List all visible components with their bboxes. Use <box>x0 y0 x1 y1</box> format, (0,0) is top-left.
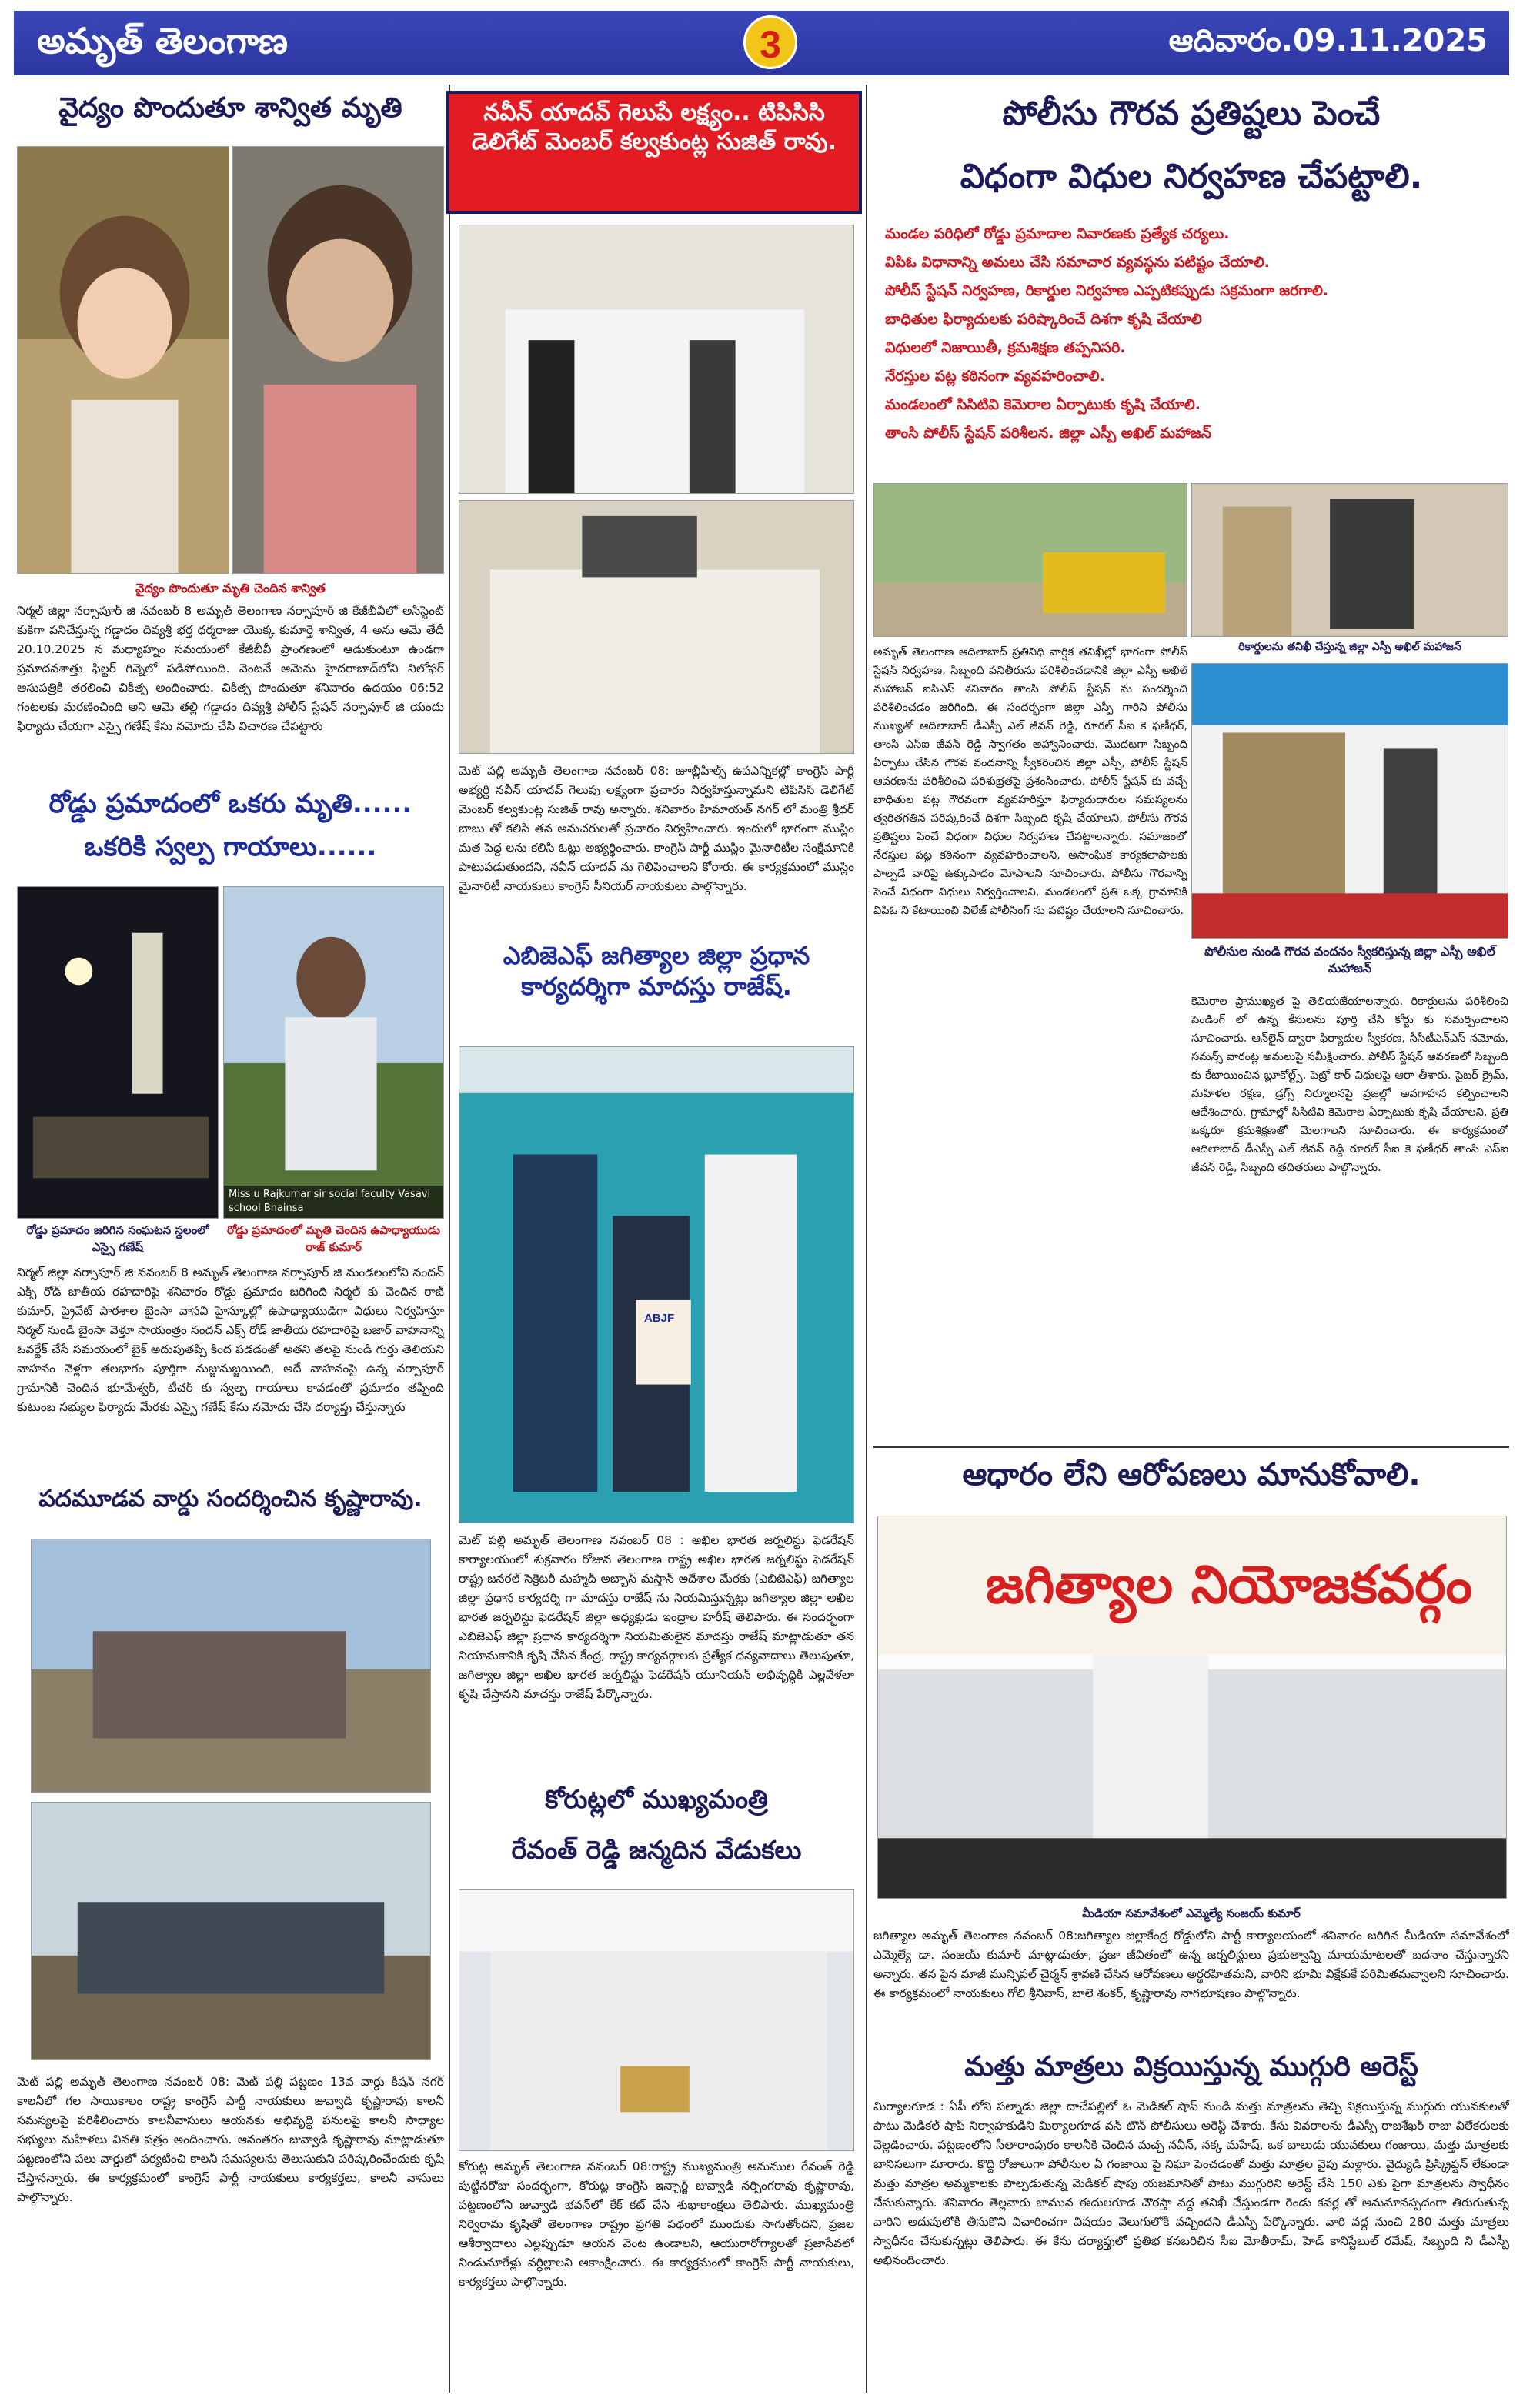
story1-body: నిర్మల్ జిల్లా నర్సాపూర్ జి నవంబర్ 8 అమృత్ తెలంగాణ నర్సాపూర్ జి కేజీబీవీలో అసిస్టెంట్ కుకిగా పనిచేస్తున్న గడ్డాదం దివ్యశ్రీ భర్త ధర్మరాజు యొక్క కుమార్తె శాన్విత, 4 అను ఆమె తేదీ 20.10.2025 న మధ్యాహ్నం సమయంలో కేజీబీవీ ప్రాంగణంలో ఆడుకుంటూ ఉండగా ప్రమాదవశాత్తు ఫిల్టర్ గిన్నెలో పడిపోయింది. వెంటనే ఆమెను హైదరాబాద్‌లోని నిలోఫర్ ఆసుపత్రికి తరలించి చికిత్స అందించారు. చికిత్స పొందుతూ శనివారం ఉదయం 06:52 గంటలకు మరణించింది అని ఆమె తల్లి గడ్డాదం దివ్యశ్రీ పోలీస్ స్టేషన్ నర్సాపూర్ జి యందు ఫిర్యాదు చేయగా ఎస్సై గణేష్ కేసు నమోదు చేసి విచారణ చేపట్టారు <box>17 604 444 733</box>
story2-headline-line1: రోడ్డు ప్రమాదంలో ఒకరు మృతి...... <box>48 789 412 819</box>
story7-highlight: బాధితుల ఫిర్యాదులకు పరిష్కారించే దిశగా కృషి చేయాలి <box>885 311 1202 328</box>
story8-caption: మీడియా సమావేశంలో ఎమ్మెల్యే సంజయ్ కుమార్ <box>1082 1906 1301 1920</box>
page-number: 3 <box>743 15 797 69</box>
story7-highlight: విధులలో నిజాయితీ, క్రమశిక్షణ తప్పనిసరి. <box>885 339 1126 356</box>
paper-name: అమృత్ తెలంగాణ <box>37 20 288 62</box>
story1-headline: వైద్యం పొందుతూ శాన్విత మృతి <box>58 92 402 124</box>
story3-body: మెట్ పల్లి అమృత్ తెలంగాణ నవంబర్ 08: మెట్ పల్లి పట్టణం 13వ వార్డు కిషన్ నగర్ కాలనీలో గల సాయికాలం రాష్ట్ర కాంగ్రెస్ పార్టీ నాయకులు జువ్వాడి కృష్ణారావు కాలనీ సమస్యలపై పరిశీలించారు కాలనీవాసులు ఆయనకు అభివృద్ధి పనులపై కాలనీ సాధ్యాల సభ్యులు మహిళలు వినతి పత్రం అందించారు. ఆనంతరం జువ్వాడి కృష్ణారావు మాట్లాడుతూ పట్టణంలోని పలు వార్డులో పర్యటించి కాలనీ సమస్యలను తెలుసుకుని పరిష్కరించేందుకు కృషి చేస్తానన్నారు. ఈ కార్యక్రమంలో కాంగ్రెస్ పార్టీ నాయకులు కార్యకర్తలు, కాలనీ వాసులు పాల్గొన్నారు. <box>17 2075 444 2204</box>
story8-backdrop-text: జగిత్యాల నియోజకవర్గం <box>986 1555 1473 1616</box>
story3-photo-visit <box>31 1539 431 1793</box>
story7-body-left: అమృత్ తెలంగాణ ఆదిలాబాద్ ప్రతినిధి వార్షిక తనిఖీల్లో భాగంగా పోలీస్ స్టేషన్ నిర్వహణ, సిబ్బంది పనితీరును పరిశీలించడానికి జిల్లా ఎస్పీ అఖిల్ మహాజన్ ఐపిఎస్ శనివారం తాంసి పోలీస్ స్టేషన్ ను సందర్శించి పరిశీలించడం జరిగింది. ఈ సందర్భంగా జిల్లా ఎస్పీ గారిని పోలీసు ముఖ్యతో ఆదిలాబాద్ డీఎస్పీ ఎల్ జీవన్ రెడ్డి, రూరల్ సీఐ కె ఫణీధర్, తాంసి ఎస్ఐ జీవన్ రెడ్డి స్వాగతం అహ్వానించారు. మొదటగా సిబ్బంది ఏర్పాటు చేసిన గౌరవ వందనాన్ని స్వీకరించిన జిల్లా ఎస్పీ, పోలీస్ స్టేషన్ ఆవరణను పరిశీలించి పరిశుభ్రతపై ప్రశంసించారు. పోలీస్ స్టేషన్ కు వచ్చే బాధితుల పట్ల గౌరవంగా వ్యవహరిస్తూ ఫిర్యాదుదారుల సమస్యలను త్వరితగతిన పరిష్కరించే దిశగా సిబ్బంది కృషి చేయాలని, పోలీసు గౌరవ ప్రతిష్టలు పెంచే విధంగా విధుల నిర్వహణ చేపట్టాలన్నారు. సమాజంలో నేరస్తుల పట్ల కఠినంగా వ్యవహరించాలని, అసాంఘిక కార్యకలాపాలకు పాల్పడే వారిపై ఉక్కుపాదం మోపాలని సూచించారు. పోలీసు గౌరవాన్ని పెంచే విధంగా విధులు నిర్వర్తించాలని, మండలంలో ప్రతి ఒక్క గ్రామానికి విపిఓ ని కేటాయించి విలేజ్ పోలీసింగ్ ను పటిష్టం చేయాలని సూచించారు. <box>873 646 1187 917</box>
story7-highlight: మండలంలో సిసిటివి కెమెరాల ఏర్పాటుకు కృషి చేయాలి. <box>885 396 1201 413</box>
story2-photo-overlay: Miss u Rajkumar sir social faculty Vasavi school Bhainsa <box>224 1186 443 1218</box>
story8-body: జగిత్యాల అమృత్ తెలంగాణ నవంబర్ 08:జగిత్యాల జిల్లాకేంద్ర రోడ్డులోని పార్టీ కార్యాలయంలో శనివారం జరిగిన మీడియా సమావేశంలో ఎమ్మెల్యే డా. సంజయ్ కుమార్ మాట్లాడుతూ, ప్రజా జీవితంలో ఉన్న జర్నలిస్టులు ప్రభుత్వాన్ని మాయమాటలతో బదనాం చేస్తున్నారని అన్నారు. తన పైన మాజీ మున్సిపల్ చైర్మన్ శ్రావణి చేసిన ఆరోపణలు అర్థరహితమని, వారిని భూమి విక్షేకుకే పరిమితమవ్వాలని సూచించారు. ఈ కార్యక్రమంలో నాయకులు గోలి శ్రీనివాస్, బాలె శంకర్, కృష్ణారావు నాగభూషణం పాల్గొన్నారు. <box>873 1929 1509 2000</box>
story7-photo-records <box>1191 483 1508 637</box>
column-rule <box>449 85 450 2393</box>
story5-body: మెట్ పల్లి అమృత్ తెలంగాణ నవంబర్ 08 : అఖిల భారత జర్నలిస్టు ఫెడరేషన్ కార్యాలయంలో శుక్రవారం రోజున తెలంగాణ రాష్ట్ర అఖిల భారత జర్నలిస్టు ఫెడరేషన్ రాష్ట్ర జనరల్ సెక్రెటరీ మహ్మద్ అబ్బాస్ మస్తాన్ అదేశాల మేరకు (ఎబిజెఎఫ్) జగిత్యాల జిల్లా ప్రధాన కార్యదర్శి గా మాదస్తు రాజేష్ ను నియమిస్తున్నట్లు జగిత్యాల జిల్లా అఖిల భారత జర్నలిస్టు ఫెడరేషన్ జిల్లా అధ్యక్షుడు ఇంద్రాల హరీష్ తెలిపారు. ఈ సందర్భంగా ఎబిజెఎఫ్ జిల్లా ప్రధాన కార్యదర్శిగా నియమితులైన మాదస్తు రాజేష్ మాట్లాడుతూ తన నియామకానికి కృషి చేసిన కేంద్ర, రాష్ట్ర కార్యవర్గాలకు ప్రత్యేక ధన్యవాదాలు తెలుపుతూ, జగిత్యాల జిల్లా అఖిల భారత జర్నలిస్టు ఫెడరేషన్ యూనియన్ అభివృద్ధికి ఎల్లవేళలా కృషి చేస్తానని మాదస్తు రాజేష్ పేర్కొన్నారు. <box>459 1533 854 1701</box>
story7-body-right: కెమెరాల ప్రాముఖ్యత పై తెలియజేయాలన్నారు. రికార్డులను పరిశీలించి పెండింగ్ లో ఉన్న కేసులను పూర్తి చేసి కోర్టు కు సమర్పించాలని సూచించారు. ఆన్‌లైన్ ద్వారా ఫిర్యాదుల స్వీకరణ, సీసీటీఎన్ఎస్ నమోదు, సమన్స్ వారంట్ల అమలుపై సమీక్షించారు. పోలీస్ స్టేషన్ ఆవరణలో సిబ్బంది కు కేటాయించిన బ్లూకోల్ట్స్, పెట్రో కార్ విధులపై ఆరా తీశారు. సైబర్ క్రైమ్, మహిళల రక్షణ, డ్రగ్స్ నిర్మూలనపై ప్రజల్లో అవగాహన కల్పించాలని ఆదేశించారు. గ్రామాల్లో సిసిటివి కెమెరాల ఏర్పాటుకు కృషి చేయాలని, ప్రతి ఒక్కరూ క్రమశిక్షణతో మెలగాలని సూచించారు. ఈ కార్యక్రమంలో ఆదిలాబాద్ డీఎస్పీ ఎల్ జీవన్ రెడ్డి రూరల్ సీఐ కె ఫణీధర్ తాంసి ఎస్ఐ జీవన్ రెడ్డి, సిబ్బంది తదితరులు పాల్గొన్నారు. <box>1191 996 1508 1174</box>
story7-photo-station <box>873 483 1187 637</box>
story1-photo-burns <box>232 146 444 574</box>
story8-headline: ఆధారం లేని ఆరోపణలు మానుకోవాలి. <box>962 1457 1421 1492</box>
story1-photo-child <box>17 146 229 574</box>
story2-headline-line2: ఒకరికి స్వల్ప గాయాలు...... <box>84 832 377 862</box>
story3-photo-residents <box>31 1802 431 2060</box>
story4-photo-gathering <box>459 500 854 754</box>
story7-highlight: పోలీస్ స్టేషన్ నిర్వహణ, రికార్డుల నిర్వహణ ఎప్పటికప్పుడు సక్రమంగా జరగాలి. <box>885 282 1329 299</box>
story7-headline-line2: విధంగా విధుల నిర్వహణ చేపట్టాలి. <box>960 157 1423 196</box>
story7-headline-line1: పోలీసు గౌరవ ప్రతిష్టలు పెంచే <box>1002 94 1381 133</box>
story1-caption: వైద్యం పొందుతూ మృతి చెందిన శాన్విత <box>135 581 326 595</box>
story9-body: మిర్యాలగూడ : ఏపీ లోని పల్నాడు జిల్లా దాచేపల్లిలో ఓ మెడికల్ షాప్ నుండి మత్తు మాత్రలను తెచ్చి విక్రయిస్తున్న ముగ్గురు యువకులతో పాటు మెడికల్ షాప్ నిర్వాహకుడిని మిర్యాలగూడ వన్ టౌన్ పోలీసులు అరెస్ట్ చేశారు. కేసు వివరాలను డీఎస్పీ రాజశేఖర్ రాజు విలేకరులకు వెల్లడించారు. పట్టణంలోని సీతారాంపురం కాలనీకి చెందిన మచ్చ నవీన్, నక్క మహేష్, ఒక బాలుడు యువకులు గంజాయి, మత్తు మాత్రలకు బానిసలుగా మారారు. కొద్ది రోజులుగా పోలీసుల ఏ గంజాయి పై నిఘా పెంచడంతో మత్తు మాత్రల వైపు మళ్లారు. వైద్యుడి ప్రిస్క్రిప్షన్ లేకుండా మత్తు మాత్రల అమ్మకాలకు పాల్పడుతున్న మెడికల్ షాపు యజమానితో పాటు ముగ్గురిని అరెస్ట్ చేసి 150 ఎకు పైగా మాత్రలను స్వాధీనం చేసుకున్నారు. శనివారం తెల్లవారు జామున ఈదులగూడ చౌరస్తా వద్ద తనిఖీ చేస్తుండగా రెండు కవర్ల తో అనుమానస్పదంగా తిరుగుతున్న వారిని అదుపులోకి తీసుకొని విచారించగా విషయం వెలుగులోకి వచ్చిందని డీఎస్పీ పేర్కొన్నారు. వారి వద్ద నుంచి 280 మత్తు మాత్రలు స్వాధీనం చేసుకున్నట్లు తెలిపారు. ఈ కేసు దర్యాప్తులో ప్రతిభ కనబరిచిన సీఐ మోతీరామ్, హెడ్ కానిస్టేబుల్ రమేష్, సిబ్బంది ని డీఎస్పీ అభినందించారు. <box>873 2099 1509 2267</box>
story2-body: నిర్మల్ జిల్లా నర్సాపూర్ జి నవంబర్ 8 అమృత్ తెలంగాణ నర్సాపూర్ జి మండలంలోని నందన్ ఎక్స్ రోడ్ జాతీయ రహదారిపై శనివారం రోడ్డు ప్రమాదం జరిగింది నిర్మల్ కు చెందిన రాజ్ కుమార్, ప్రైవేట్ పాఠశాల బైంసా వాసవి హైస్కూల్లో ఉపాధ్యాయుడిగా విధులు నిర్వహిస్తూ నిర్మల్ నుండి బైంసా వెళ్తూ సాయంత్రం నందన్ ఎక్స్ రోడ్ జాతీయ రహదారిపై బజార్ వాహనాన్ని ఓవర్టేక్ చేసే సమయంలో బైక్ అదుపుతప్పి కింద పడడంతో అతని తలపై నుండి గుర్తు తెలియని వాహనం వెళ్లగా తలభాగం పూర్తిగా నుజ్జునుజ్జయింది, అదే వాహనంపై ఉన్న నర్సాపూర్ గ్రామానికి చెందిన భూమేశ్వర్, టీచర్ కు స్వల్ప గాయాలు కావడంతో ప్రమాదం తప్పింది కుటుంబ సభ్యుల ఫిర్యాదు మేరకు ఎస్సై గణేష్ కేసు నమోదు చేసి దర్యాప్తు చేస్తున్నారు <box>17 1266 444 1414</box>
story7-caption-records: రికార్డులను తనిఖీ చేస్తున్న జిల్లా ఎస్పీ అఖిల్ మహాజన్ <box>1238 641 1461 653</box>
section-rule <box>873 1446 1509 1448</box>
story4-body: మెట్ పల్లి అమృత్ తెలంగాణ నవంబర్ 08: జూబ్లీహిల్స్ ఉపఎన్నికల్లో కాంగ్రెస్ పార్టీ అభ్యర్థి నవీన్ యాదవ్ గెలుపు లక్ష్యంగా ప్రచారం నిర్వహిస్తున్నామని టిపిసిసి డెలిగేట్ మెంబర్ కల్వకుంట్ల సుజిత్ రావు అన్నారు. శనివారం హిమాయత్ నగర్ లో మంత్రి శ్రీధర్ బాబు తో కలిసి తన అనుచరులతో ప్రచారం నిర్వహించారు. ఇందులో భాగంగా ముస్లిం మత పెద్ద లను కలిసి ఓట్లు అభ్యర్థించారు. కాంగ్రెస్ పార్టీ ముస్లిం మైనారిటీల సంక్షేమానికి పాటుపడుతుందని, నవీన్ యాదవ్ ను గెలిపించాలని కోరారు. ఈ కార్యక్రమంలో ముస్లిం మైనారిటీ నాయకులు కాంగ్రెస్ సీనియర్ నాయకులు పాల్గొన్నారు. <box>459 764 854 893</box>
story7-highlights <box>885 220 1508 479</box>
story5-photo-appointment <box>459 1046 854 1523</box>
story9-headline: మత్తు మాత్రలు విక్రయిస్తున్న ముగ్గురి అరెస్ట్ <box>964 2051 1418 2083</box>
story6-headline-line1: కోరుట్లలో ముఖ్యమంత్రి <box>545 1784 768 1814</box>
story2-caption-left: రోడ్డు ప్రమాదం జరిగిన సంఘటన స్థలంలో ఎస్సై గణేష్ <box>26 1223 209 1254</box>
story6-headline-line2: రేవంత్ రెడ్డి జన్మదిన వేడుకలు <box>511 1835 802 1865</box>
story2-photo-accident <box>17 886 219 1219</box>
story7-highlight: మండల పరిధిలో రోడ్డు ప్రమాదాల నివారణకు ప్రత్యేక చర్యలు. <box>885 225 1230 242</box>
story7-photo-honor <box>1191 663 1508 939</box>
story7-highlight: విపిఓ విధానాన్ని అమలు చేసి సమాచార వ్యవస్థను పటిష్టం చేయాలి. <box>885 254 1270 271</box>
story5-headline: ఎబిజెఎఫ్ జగిత్యాల జిల్లా ప్రధాన కార్యదర్శిగా మాదస్తు రాజేష్. <box>503 941 810 1001</box>
masthead <box>14 11 1509 75</box>
story3-headline: పదమూడవ వార్డు సందర్శించిన కృష్ణారావు. <box>38 1486 422 1513</box>
story7-caption-honor: పోలీసుల నుండి గౌరవ వందనం స్వీకరిస్తున్న జిల్లా ఎస్పీ అఖిల్ మహాజన్ <box>1204 944 1495 976</box>
story2-photo-teacher <box>223 886 444 1219</box>
story4-headline: నవీన్ యాదవ్ గెలుపే లక్ష్యం.. టిపిసిసి డెలిగేట్ మెంబర్ కల్వకుంట్ల సుజిత్ రావు. <box>446 91 862 214</box>
story6-photo-celebration <box>459 1889 854 2151</box>
issue-date: ఆదివారం.09.11.2025 <box>1168 23 1488 58</box>
story5-banner-text: ABJF <box>644 1312 675 1325</box>
column-rule <box>866 85 867 2393</box>
story7-highlight: తాంసి పోలీస్ స్టేషన్ పరిశీలన. జిల్లా ఎస్పీ అఖిల్ మహాజన్ <box>885 425 1211 442</box>
story4-photo-meeting <box>459 225 854 494</box>
story8-photo-press-meet <box>877 1516 1507 1899</box>
story2-caption-right: రోడ్డు ప్రమాదంలో మృతి చెందిన ఉపాధ్యాయుడు రాజ్ కుమార్ <box>226 1223 441 1254</box>
story6-body: కోరుట్ల అమృత్ తెలంగాణ నవంబర్ 08:రాష్ట్ర ముఖ్యమంత్రి అనుముల రేవంత్ రెడ్డి పుట్టినరోజు సందర్భంగా, కోరుట్ల కాంగ్రెస్ ఇన్చార్జ్ జువ్వాడి నర్సింగరావు కృష్ణారావు, పట్టణంలోని జువ్వాడి భవన్‌లో కేక్ కట్ చేసి శుభాకాంక్షలు తెలిపారు. ముఖ్యమంత్రి నిర్విరామ కృషితో తెలంగాణ రాష్ట్రం ప్రగతి పథంలో ముందుకు సాగుతోందని, ప్రజల ఆశీర్వాదాలు ఎల్లప్పుడూ ఆయన వెంట ఉండాలని, ఆయురారోగ్యాలతో ప్రజాసేవలో నిండునూరేళ్లు వర్ధిల్లాలని ఆకాంక్షించారు. ఈ కార్యక్రమంలో కాంగ్రెస్ పార్టీ నాయకులు, కార్యకర్తలు పాల్గొన్నారు. <box>459 2160 854 2289</box>
story7-highlight: నేరస్తుల పట్ల కఠినంగా వ్యవహరించాలి. <box>885 368 1105 385</box>
